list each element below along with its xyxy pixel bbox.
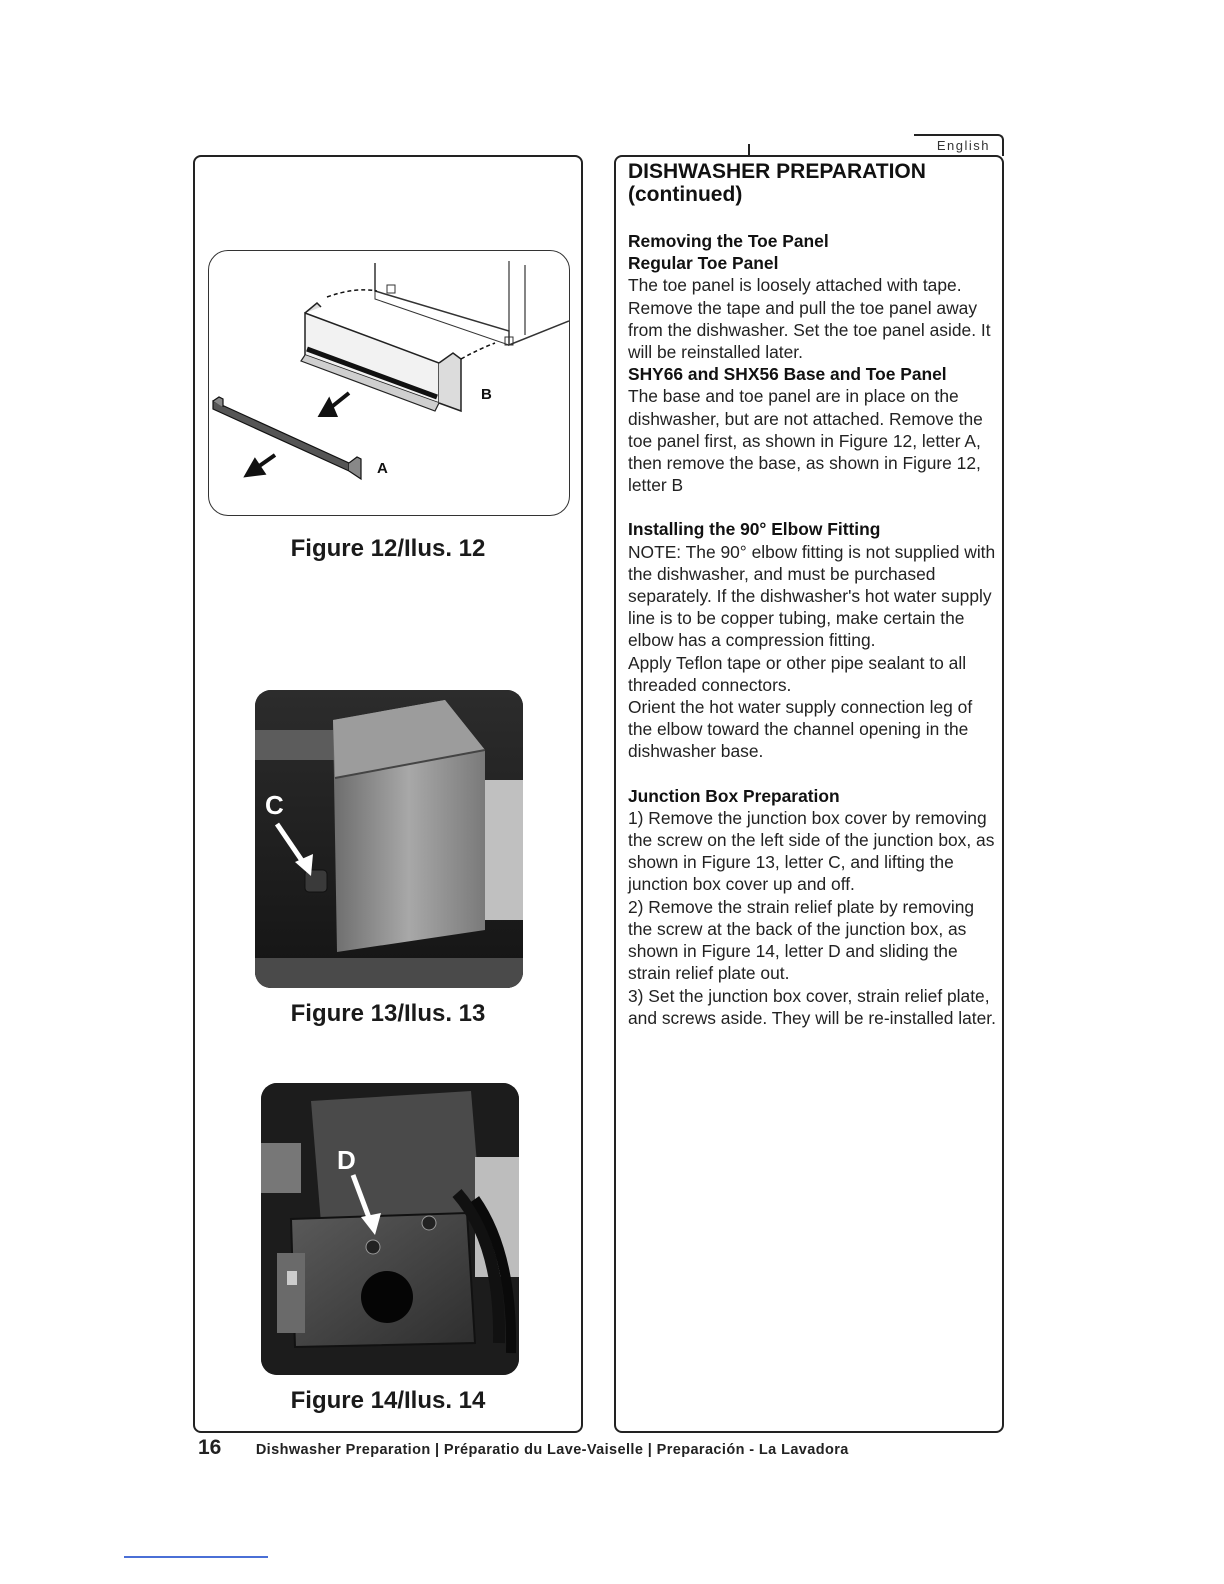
language-tab	[914, 134, 1004, 156]
page-number: 16	[198, 1436, 222, 1459]
figure-13-photo	[255, 690, 523, 988]
title-line-1: DISHWASHER PREPARATION	[628, 160, 926, 183]
page-title	[628, 160, 996, 206]
figure-14-caption: Figure 14/Ilus. 14	[290, 1387, 486, 1414]
base-toe-panel-body: The base and toe panel are in place on the dishwasher, but are not attached. Remove the toe panel first, as shown in Figure 12, letter A, then remove the base, as shown in Figure 12, letter B	[628, 386, 983, 496]
toe-panel-section	[628, 230, 996, 496]
toe-panel-heading: Removing the Toe Panel	[628, 231, 829, 251]
elbow-body-3: Orient the hot water supply connection leg of the elbow toward the channel opening in the dishwasher base.	[628, 697, 973, 762]
figure-12-label-a: A	[377, 460, 388, 477]
figure-13-caption: Figure 13/Ilus. 13	[290, 1000, 486, 1027]
junction-step-1: 1) Remove the junction box cover by removing the screw on the left side of the junction box, as shown in Figure 13, letter C, and lifting the junction box cover up and off.	[628, 807, 995, 895]
figure-13-label-c: C	[265, 790, 284, 820]
figure-14-photo	[261, 1083, 519, 1375]
elbow-body-1: NOTE: The 90° elbow fitting is not supplied with the dishwasher, and must be purchased separately. If the dishwasher's hot water supply line is to be copper tubing, make certain the elbow has a compression fitting.	[628, 541, 996, 651]
instructions-text	[628, 160, 996, 1051]
title-line-2: (continued)	[628, 183, 743, 206]
bottom-link-underline	[124, 1556, 268, 1558]
elbow-body-2: Apply Teflon tape or other pipe sealant to all threaded connectors.	[628, 652, 967, 695]
elbow-heading: Installing the 90° Elbow Fitting	[628, 519, 881, 540]
junction-heading: Junction Box Preparation	[628, 785, 840, 806]
elbow-section	[628, 518, 996, 762]
footer-text: Dishwasher Preparation | Préparatio du Lave-Vaiselle | Preparación - La Lavadora	[255, 1442, 849, 1458]
junction-step-2: 2) Remove the strain relief plate by removing the screw at the back of the junction box, as shown in Figure 14, letter D and sliding the strain relief plate out.	[628, 896, 975, 984]
figure-12-illustration	[208, 250, 570, 516]
regular-toe-panel-subheading: Regular Toe Panel	[628, 253, 779, 274]
junction-step-3: 3) Set the junction box cover, strain relief plate, and screws aside. They will be re-installed later.	[628, 985, 996, 1028]
base-toe-panel-subheading: SHY66 and SHX56 Base and Toe Panel	[628, 364, 947, 385]
page-footer	[198, 1436, 849, 1460]
figure-12-caption: Figure 12/Ilus. 12	[290, 535, 486, 562]
language-tab-label: English	[936, 138, 990, 153]
figure-14-label-d: D	[337, 1145, 356, 1175]
toe-panel-body: The toe panel is loosely attached with tape. Remove the tape and pull the toe panel away from the dishwasher. Set the toe panel aside. It will be reinstalled later.	[628, 275, 991, 363]
junction-section	[628, 785, 996, 1029]
figure-12-label-b: B	[481, 386, 492, 403]
